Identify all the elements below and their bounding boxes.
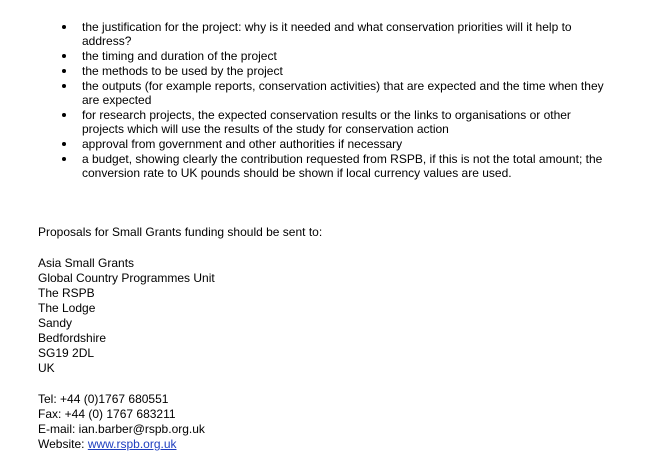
address-line: The RSPB <box>38 286 95 300</box>
list-item-text: the outputs (for example reports, conservation activities) that are expected and the time when they are expected <box>82 79 604 107</box>
bullet-icon <box>62 54 66 58</box>
bullet-icon <box>62 69 66 73</box>
list-item-text: the methods to be used by the project <box>82 64 283 78</box>
list-item-text: the timing and duration of the project <box>82 49 277 63</box>
list-item-text: for research projects, the expected conservation results or the links to organisations or other projects which will use the results of the study for conservation action <box>82 108 571 136</box>
address-line: Global Country Programmes Unit <box>38 271 215 285</box>
address-line: Bedfordshire <box>38 331 107 345</box>
list-item <box>62 108 614 136</box>
list-item-text: a budget, showing clearly the contribution requested from RSPB, if this is not the total amount; the conversion rate to UK pounds should be shown if local currency values are used. <box>82 152 603 180</box>
address-line: UK <box>38 361 55 375</box>
list-item <box>62 152 614 180</box>
bullet-icon <box>62 113 66 117</box>
bullet-icon <box>62 25 66 29</box>
address-line: SG19 2DL <box>38 346 95 360</box>
telephone: Tel: +44 (0)1767 680551 <box>38 392 169 406</box>
requirements-list <box>62 20 614 181</box>
address-line: Asia Small Grants <box>38 256 135 270</box>
contact-details <box>38 392 205 452</box>
address-line: Sandy <box>38 316 73 330</box>
website-link[interactable]: www.rspb.org.uk <box>87 437 177 451</box>
bullet-icon <box>62 157 66 161</box>
address-line: The Lodge <box>38 301 96 315</box>
fax: Fax: +44 (0) 1767 683211 <box>38 407 176 421</box>
list-item <box>62 79 614 107</box>
submission-intro: Proposals for Small Grants funding should be sent to: <box>38 225 323 239</box>
website-label: Website: <box>38 437 88 451</box>
website <box>38 437 205 452</box>
bullet-icon <box>62 84 66 88</box>
list-item-text: the justification for the project: why is it needed and what conservation priorities will it help to address? <box>82 20 572 48</box>
list-item <box>62 137 614 151</box>
postal-address <box>38 256 215 376</box>
list-item <box>62 64 614 78</box>
list-item-text: approval from government and other authorities if necessary <box>82 137 403 151</box>
email: E-mail: ian.barber@rspb.org.uk <box>38 422 205 436</box>
list-item <box>62 20 614 48</box>
bullet-icon <box>62 142 66 146</box>
list-item <box>62 49 614 63</box>
